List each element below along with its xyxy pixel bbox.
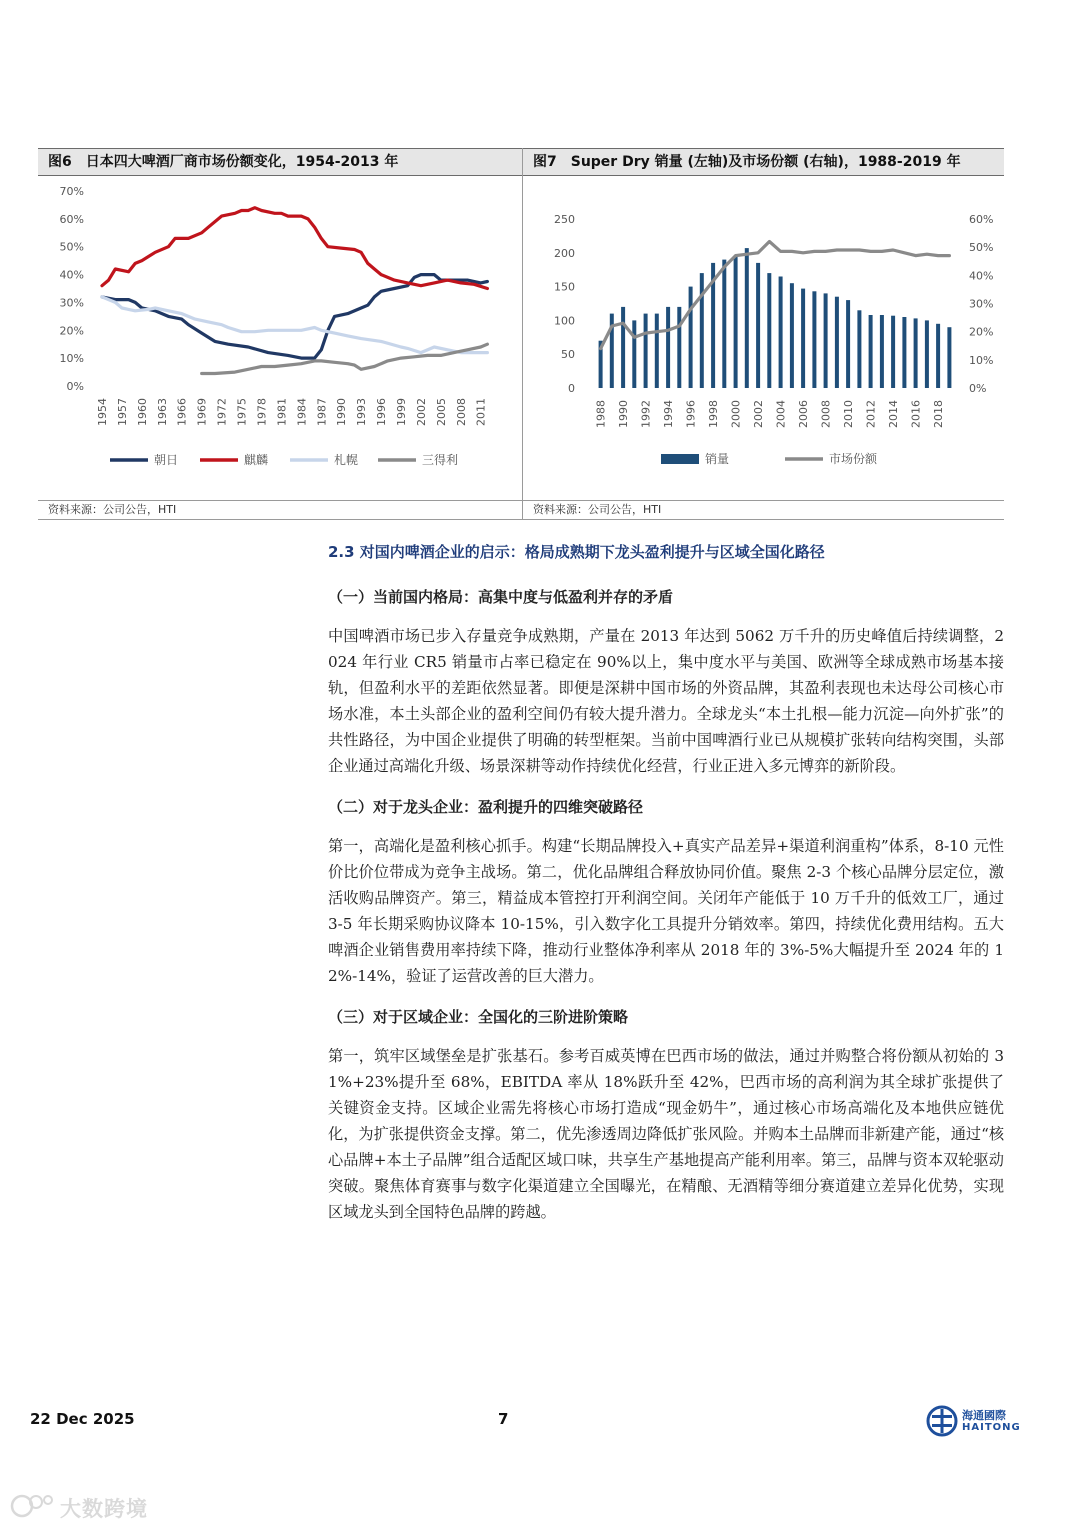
x-tick-label: 2014 <box>887 400 901 428</box>
subheading-1: （一）当前国内格局：高集中度与低盈利并存的矛盾 <box>328 588 674 606</box>
x-tick-label: 1996 <box>375 398 389 426</box>
x-tick-label: 1988 <box>594 400 608 428</box>
figure-7-source: 资料来源：公司公告，HTI <box>523 500 1004 520</box>
y-tick-label: 0% <box>66 380 84 393</box>
x-tick-label: 2016 <box>909 400 923 428</box>
x-tick-label: 2012 <box>864 400 878 428</box>
legend-label: 朝日 <box>154 453 179 467</box>
legend-label: 麒麟 <box>244 453 269 467</box>
x-tick-label: 2002 <box>752 400 766 428</box>
x-tick-label: 1993 <box>355 398 369 426</box>
figure-7 <box>522 148 1004 520</box>
left-y-tick-label: 100 <box>554 314 575 328</box>
legend-label: 销量 <box>705 452 730 466</box>
left-y-tick-label: 200 <box>554 246 575 260</box>
legend-label: 三得利 <box>422 453 459 467</box>
x-tick-label: 2010 <box>842 400 856 428</box>
report-date: 22 Dec 2025 <box>30 1410 135 1428</box>
figure-7-title: 图7 Super Dry 销量 (左轴)及市场份额 (右轴)，1988-2019 年 <box>523 148 1004 176</box>
x-tick-label: 2006 <box>797 400 811 428</box>
logo-chinese-name: 海通國際 <box>962 1409 1006 1422</box>
subheading-2: （二）对于龙头企业：盈利提升的四维突破路径 <box>328 798 644 816</box>
page-footer <box>30 1405 1030 1439</box>
x-tick-label: 1987 <box>315 398 329 426</box>
bar-1991 <box>632 320 636 388</box>
x-tick-label: 1966 <box>175 398 189 426</box>
y-tick-label: 70% <box>59 185 84 198</box>
x-tick-label: 1954 <box>96 398 109 426</box>
x-tick-label: 1960 <box>135 398 149 426</box>
x-tick-label: 2011 <box>474 398 488 426</box>
bar-2004 <box>779 277 783 389</box>
figure-7-combo-chart <box>523 177 1005 499</box>
x-tick-label: 1984 <box>295 398 309 426</box>
x-tick-label: 1963 <box>155 398 169 426</box>
bar-2013 <box>880 315 884 388</box>
bar-2018 <box>936 324 940 388</box>
x-tick-label: 1994 <box>662 400 676 428</box>
bar-2012 <box>869 315 873 388</box>
x-tick-label: 2018 <box>932 400 946 428</box>
figure-6 <box>38 148 522 520</box>
right-y-tick-label: 60% <box>969 213 994 226</box>
right-y-tick-label: 10% <box>969 353 994 367</box>
bar-1994 <box>666 307 670 388</box>
paragraph-2: 第一，高端化是盈利核心抓手。构建“长期品牌投入+真实产品差异+渠道利润重构”体系，8-10 元性价比价位带成为竞争主战场。第二，优化品牌组合释放协同价值。聚焦 2-3 个核心品牌分层定位，激活收购品牌资产。第三，精益成本管控打开利润空间。关闭年产能低于 10 万千升的低效工厂，通过 3-5 年长期采购协议降本 10-15%，引入数字化工具提升分销效率。第四，持续优化费用结构。五大啤酒企业销售费用率持续下降，推动行业整体净利率从 2018 年的 3%-5%大幅提升至 2024 年的 12%-14%，验证了运营改善的巨大潜力。 <box>328 837 1004 985</box>
left-y-tick-label: 50 <box>561 348 575 362</box>
bar-2008 <box>824 293 828 388</box>
bar-1995 <box>677 307 681 388</box>
bar-2011 <box>857 310 861 388</box>
x-tick-label: 2002 <box>414 398 428 426</box>
bar-2019 <box>947 327 951 388</box>
x-tick-label: 2004 <box>774 400 788 428</box>
logo-english-name: HAITONG <box>962 1422 1021 1433</box>
haitong-logo-icon <box>926 1405 960 1437</box>
bar-1993 <box>655 314 659 388</box>
bar-2007 <box>812 291 816 388</box>
x-tick-label: 1990 <box>335 398 349 426</box>
bar-2014 <box>891 316 895 388</box>
series-line-市场份额 <box>601 242 950 349</box>
y-tick-label: 30% <box>59 296 84 310</box>
left-y-tick-label: 150 <box>554 280 575 294</box>
bar-2006 <box>801 289 805 388</box>
y-tick-label: 50% <box>59 240 84 254</box>
series-line-麒麟 <box>102 208 487 289</box>
bar-2015 <box>902 317 906 388</box>
x-tick-label: 1978 <box>255 398 269 426</box>
right-y-tick-label: 40% <box>969 269 994 283</box>
right-y-tick-label: 30% <box>969 297 994 311</box>
bar-2002 <box>756 263 760 388</box>
figure-6-source: 资料来源：公司公告，HTI <box>38 500 522 520</box>
bar-2016 <box>914 318 918 388</box>
x-tick-label: 2008 <box>819 400 833 428</box>
subheading-3: （三）对于区域企业：全国化的三阶进阶策略 <box>328 1008 629 1026</box>
x-tick-label: 1975 <box>235 398 249 426</box>
x-tick-label: 1981 <box>275 398 289 426</box>
figure-6-line-chart <box>38 177 522 499</box>
bar-2003 <box>767 273 771 388</box>
paragraph-1: 中国啤酒市场已步入存量竞争成熟期，产量在 2013 年达到 5062 万千升的历史峰值后持续调整，2024 年行业 CR5 销量市占率已稳定在 90%以上，集中度水平与美国、欧洲等全球成熟市场基本接轨，但盈利水平的差距依然显著。即便是深耕中国市场的外资品牌，其盈利表现也未达母公司核心市场水准，本土头部企业的盈利空间仍有较大提升潜力。全球龙头“本土扎根—能力沉淀—向外扩张”的共性路径，为中国企业提供了明确的转型框架。当前中国啤酒行业已从规模扩张转向结构突围，头部企业通过高端化升级、场景深耕等动作持续优化经营，行业正进入多元博弈的新阶段。 <box>328 627 1004 775</box>
x-tick-label: 1992 <box>639 400 653 428</box>
bar-2000 <box>734 256 738 388</box>
left-y-tick-label: 250 <box>554 213 575 226</box>
bar-2009 <box>835 297 839 388</box>
x-tick-label: 1990 <box>617 400 631 428</box>
bar-2010 <box>846 300 850 388</box>
bar-1992 <box>644 314 648 388</box>
legend-swatch <box>661 454 699 464</box>
x-tick-label: 1999 <box>394 398 408 426</box>
figure-6-title: 图6 日本四大啤酒厂商市场份额变化，1954-2013 年 <box>38 148 522 176</box>
y-tick-label: 40% <box>59 268 84 282</box>
series-line-札幌 <box>102 297 487 353</box>
bar-1999 <box>722 260 726 388</box>
article-body <box>328 535 1004 1225</box>
bar-1990 <box>621 307 625 388</box>
y-tick-label: 60% <box>59 212 84 226</box>
x-tick-label: 1969 <box>195 398 209 426</box>
x-tick-label: 1972 <box>215 398 229 426</box>
right-y-tick-label: 20% <box>969 325 994 339</box>
right-y-tick-label: 50% <box>969 241 994 255</box>
bar-2017 <box>925 320 929 388</box>
series-line-朝日 <box>102 275 487 359</box>
bar-1997 <box>700 273 704 388</box>
right-y-tick-label: 0% <box>969 382 987 395</box>
left-y-tick-label: 0 <box>568 382 575 395</box>
watermark-text: 大数跨境 <box>60 1497 148 1521</box>
x-tick-label: 1996 <box>684 400 698 428</box>
section-heading: 2.3 对国内啤酒企业的启示：格局成熟期下龙头盈利提升与区域全国化路径 <box>328 543 825 561</box>
legend-label: 市场份额 <box>829 452 878 466</box>
legend-label: 札幌 <box>334 453 359 467</box>
paragraph-3: 第一，筑牢区域堡垒是扩张基石。参考百威英博在巴西市场的做法，通过并购整合将份额从初始的 31%+23%提升至 68%，EBITDA 率从 18%跃升至 42%，巴西市场的高利润为其全球扩张提供了关键资金支持。区域企业需先将核心市场打造成“现金奶牛”，通过核心市场高端化及本地供应链优化，为扩张提供资金支撑。第二，优先渗透周边降低扩张风险。并购本土品牌而非新建产能，通过“核心品牌+本土子品牌”组合适配区域口味，共享生产基地提高产能利用率。第三，品牌与资本双轮驱动突破。聚焦体育赛事与数字化渠道建立全国曝光，在精酿、无酒精等细分赛道建立差异化优势，实现区域龙头到全国特色品牌的跨越。 <box>328 1047 1005 1221</box>
bar-1996 <box>689 287 693 388</box>
bar-2005 <box>790 283 794 388</box>
watermark-logo-icon <box>10 1490 58 1522</box>
y-tick-label: 10% <box>59 352 84 366</box>
x-tick-label: 2008 <box>454 398 468 426</box>
x-tick-label: 2005 <box>434 398 448 426</box>
x-tick-label: 2000 <box>729 400 743 428</box>
bar-2001 <box>745 248 749 388</box>
y-tick-label: 20% <box>59 324 84 338</box>
x-tick-label: 1998 <box>707 400 721 428</box>
page-number: 7 <box>498 1410 509 1428</box>
x-tick-label: 1957 <box>115 398 129 426</box>
